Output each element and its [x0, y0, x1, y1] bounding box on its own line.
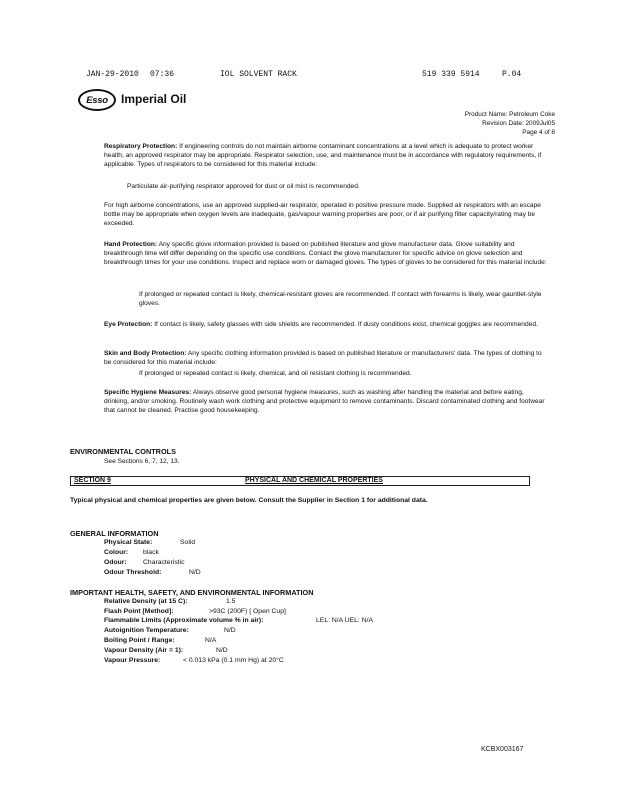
product-name: Product Name: Petroleum Coke [464, 111, 555, 118]
revision-date: Revision Date: 2009Jul05 [482, 119, 555, 127]
important-label: Flammable Limits (Approximate volume % in air): [104, 617, 264, 624]
company-name: Imperial Oil [121, 92, 187, 106]
fax-time: 07:36 [150, 70, 175, 79]
general-row [104, 539, 152, 546]
hand-title: Hand Protection: [104, 241, 158, 248]
general-label: Odour Threshold: [104, 569, 162, 576]
important-information-heading: IMPORTANT HEALTH, SAFETY, AND ENVIRONMENTAL INFORMATION [70, 588, 314, 597]
section-title: PHYSICAL AND CHEMICAL PROPERTIES [245, 477, 383, 484]
section-9-bar [70, 476, 530, 486]
hand-protection [104, 240, 549, 268]
general-label: Odour: [104, 559, 127, 566]
important-row [104, 617, 263, 624]
general-value: N/D [189, 569, 201, 576]
hygiene-text: Always observe good personal hygiene measures, such as washing after handling the material and before eating, drinking, and/or smoking. Routinely wash work clothing and protective equipment to remove contaminants. Discard contaminated clothing and footwear that cannot be cleaned. Practise good housekeeping. [104, 389, 545, 415]
important-value: LEL: N/A UEL: N/A [316, 617, 374, 624]
important-value: N/A [205, 637, 217, 644]
environmental-controls-text: See Sections 6, 7, 12, 13. [104, 458, 180, 465]
important-label: Autoignition Temperature: [104, 627, 189, 634]
eye-title: Eye Protection: [104, 321, 153, 328]
fax-phone: 519 339 5914 [422, 70, 480, 79]
general-value: black [143, 549, 159, 556]
hand-text: Any specific glove information provided is based on published literature and glove manufacturer data. Glove suitability and breakthrough time will differ depending on the specific use conditions. Contact the glove manufacturer for specific advice on glove selection and breakthrough times for your use conditions. Inspect and replace worn or damaged gloves. The types of gloves to be considered for this material include: [104, 241, 547, 267]
respiratory-item: Particulate air-purifying respirator approved for dust or oil mist is recommended. [127, 183, 360, 190]
important-label: Flash Point [Method]: [104, 608, 174, 615]
eye-protection [104, 320, 549, 329]
skin-text: Any specific clothing information provided is based on published literature or manufacturers' data. The types of clothing to be considered for this material include: [104, 350, 542, 367]
important-value: < 0.013 kPa (0.1 mm Hg) at 20°C [183, 657, 284, 664]
general-row [104, 559, 127, 566]
important-row [104, 657, 160, 664]
important-label: Relative Density (at 15 C): [104, 598, 188, 605]
section-intro: Typical physical and chemical properties are given below. Consult the Supplier in Section 1 for additional data. [70, 497, 428, 504]
environmental-controls-heading: ENVIRONMENTAL CONTROLS [70, 447, 176, 456]
logo-emblem-text: Esso [86, 94, 108, 106]
general-information-heading: GENERAL INFORMATION [70, 529, 159, 538]
general-value: Characteristic [143, 559, 185, 566]
important-row [104, 637, 175, 644]
important-row [104, 598, 187, 605]
fax-sender: IOL SOLVENT RACK [220, 70, 297, 79]
important-label: Vapour Pressure: [104, 657, 161, 664]
respiratory-title: Respiratory Protection: [104, 143, 178, 150]
fax-date: JAN-29-2010 [86, 70, 139, 79]
fax-page: P.04 [502, 70, 522, 79]
footer-document-code: KCBX003167 [481, 746, 524, 753]
general-label: Colour: [104, 549, 129, 556]
skin-item: If prolonged or repeated contact is likely, chemical, and oil resistant clothing is recommended. [139, 370, 412, 377]
skin-title: Skin and Body Protection: [104, 350, 187, 357]
general-value: Solid [180, 539, 196, 546]
page-number: Page 4 of 8 [522, 128, 555, 136]
important-row [104, 608, 173, 615]
respiratory-protection [104, 142, 549, 170]
eye-text: If contact is likely, safety glasses with side shields are recommended. If dusty conditions exist, chemical goggles are recommended. [154, 321, 538, 328]
important-value: N/D [216, 647, 228, 654]
important-value: >93C (200F) [ Open Cup] [209, 608, 286, 615]
hand-item: If prolonged or repeated contact is likely, chemical-resistant gloves are recommended. If contact with forearms is likely, wear gauntlet-style gloves. [139, 291, 542, 308]
skin-protection [104, 349, 549, 367]
important-label: Boiling Point / Range: [104, 637, 175, 644]
esso-logo-icon [78, 89, 116, 111]
document-info [465, 111, 555, 137]
respiratory-text: If engineering controls do not maintain airborne contaminant concentrations at a level which is adequate to protect worker health, an approved respirator may be appropriate. Respirator selection, use, and maintenance must be in accordance with regulatory requirements, if applicable. Types of respirators to be considered for this material include: [104, 143, 542, 169]
important-row [104, 627, 189, 634]
important-value: 1.5 [226, 598, 236, 605]
important-label: Vapour Density (Air = 1): [104, 647, 184, 654]
general-row [104, 569, 161, 576]
respiratory-high-concentration: For high airborne concentrations, use an approved supplied-air respirator, operated in positive pressure mode. Supplied air respirators with an escape bottle may be appropriate when oxygen levels are inadequate, gas/vapour warning properties are poor, or if air purifying filter capacity/rating may be exceeded. [104, 202, 541, 228]
section-number: SECTION 9 [74, 477, 111, 484]
general-row [104, 549, 128, 556]
general-label: Physical State: [104, 539, 153, 546]
important-row [104, 647, 183, 654]
hygiene-measures [104, 388, 549, 416]
important-value: N/D [224, 627, 236, 634]
hygiene-title: Specific Hygiene Measures: [104, 389, 192, 396]
